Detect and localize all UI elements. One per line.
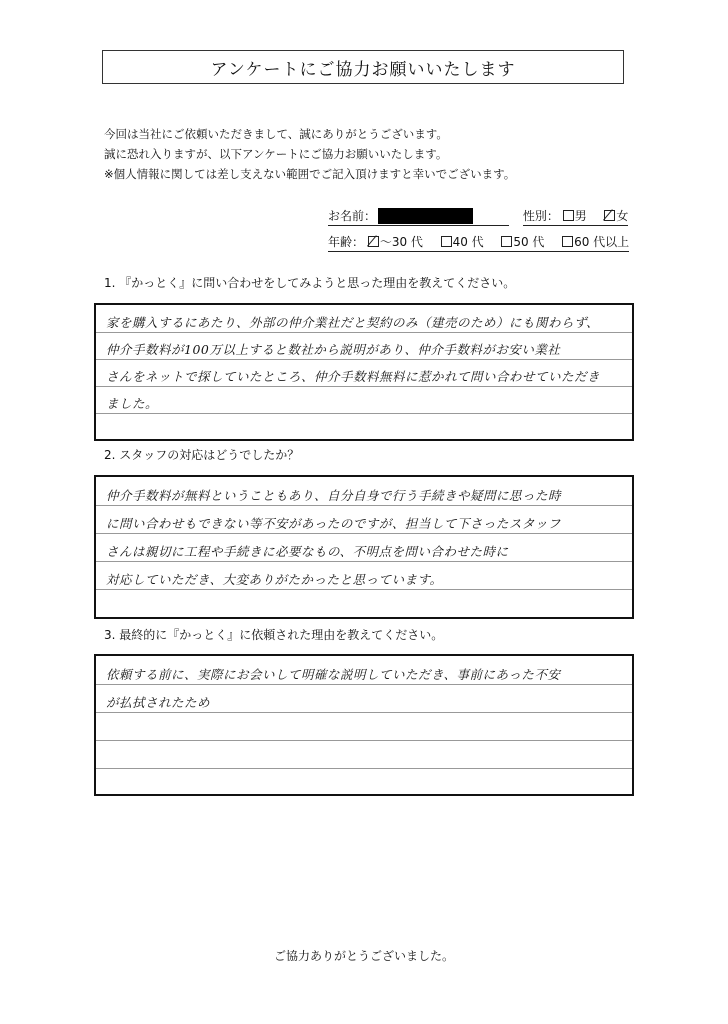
ruled-line	[96, 386, 632, 387]
sex-field	[523, 209, 629, 226]
question-3: 3. 最終的に『かっとく』に依頼された理由を教えてください。	[104, 628, 444, 642]
answer-box-3	[94, 654, 634, 796]
intro-line: ※個人情報に関しては差し支えない範囲でご記入頂けますと幸いでございます。	[104, 167, 516, 181]
age-checkbox-30	[368, 236, 379, 247]
handwritten-line: 対応していただき、大変ありがたかったと思っています。	[106, 572, 443, 587]
sex-label: 性別：	[522, 209, 559, 223]
ruled-line	[96, 533, 632, 534]
age-option: 50 代	[513, 235, 545, 249]
respondent-age-row	[328, 233, 629, 250]
male-checkbox	[563, 210, 574, 221]
age-checkbox-40	[441, 236, 452, 247]
answer-box-1	[94, 303, 634, 441]
question-2: 2. スタッフの対応はどうでしたか？	[104, 448, 300, 462]
name-redaction	[378, 208, 473, 224]
ruled-line	[96, 712, 632, 713]
handwritten-line: ました。	[106, 396, 159, 411]
ruled-line	[96, 740, 632, 741]
intro-text	[104, 124, 515, 184]
ruled-line	[96, 684, 632, 685]
female-checkbox	[604, 210, 615, 221]
age-option: 40 代	[452, 235, 484, 249]
footer-thanks: ご協力ありがとうございました。	[273, 949, 454, 963]
question-1: 1. 『かっとく』に問い合わせをしてみようと思った理由を教えてください。	[104, 276, 516, 290]
handwritten-line: が払拭されたため	[106, 695, 211, 710]
handwritten-line: に問い合わせもできない等不安があったのですが、担当して下さったスタッフ	[106, 516, 561, 531]
ruled-line	[96, 332, 632, 333]
handwritten-line: 仲介手数料が無料ということもあり、自分自身で行う手続きや疑問に思った時	[106, 488, 562, 503]
handwritten-line: さんをネットで探していたところ、仲介手数料無料に惹かれて問い合わせていただき	[106, 369, 601, 384]
age-field	[328, 235, 629, 252]
survey-title: アンケートにご協力お願いいたします	[102, 50, 624, 84]
ruled-line	[96, 413, 632, 414]
ruled-line	[96, 768, 632, 769]
answer-box-2	[94, 475, 634, 619]
ruled-line	[96, 561, 632, 562]
age-checkbox-60	[562, 236, 573, 247]
male-label: 男	[574, 209, 587, 223]
ruled-line	[96, 589, 632, 590]
female-label: 女	[616, 209, 629, 223]
age-option: ～30 代	[379, 235, 423, 249]
name-field	[328, 209, 509, 226]
ruled-line	[96, 505, 632, 506]
respondent-name-row	[328, 207, 628, 224]
ruled-line	[96, 359, 632, 360]
intro-line: 誠に恐れ入りますが、以下アンケートにご協力お願いいたします。	[104, 147, 448, 161]
handwritten-line: 仲介手数料が100万以上すると数社から説明があり、仲介手数料がお安い業社	[106, 342, 561, 357]
age-option: 60 代以上	[574, 235, 630, 249]
age-label: 年齢：	[328, 235, 365, 249]
handwritten-line: 家を購入するにあたり、外部の仲介業社だと契約のみ（建売のため）にも関わらず、	[106, 315, 600, 330]
handwritten-line: 依頼する前に、実際にお会いして明確な説明していただき、事前にあった不安	[106, 667, 561, 682]
handwritten-line: さんは親切に工程や手続きに必要なもの、不明点を問い合わせた時に	[106, 544, 509, 559]
intro-line: 今回は当社にご依頼いただきまして、誠にありがとうございます。	[104, 127, 448, 141]
age-checkbox-50	[501, 236, 512, 247]
name-label: お名前：	[328, 209, 377, 223]
